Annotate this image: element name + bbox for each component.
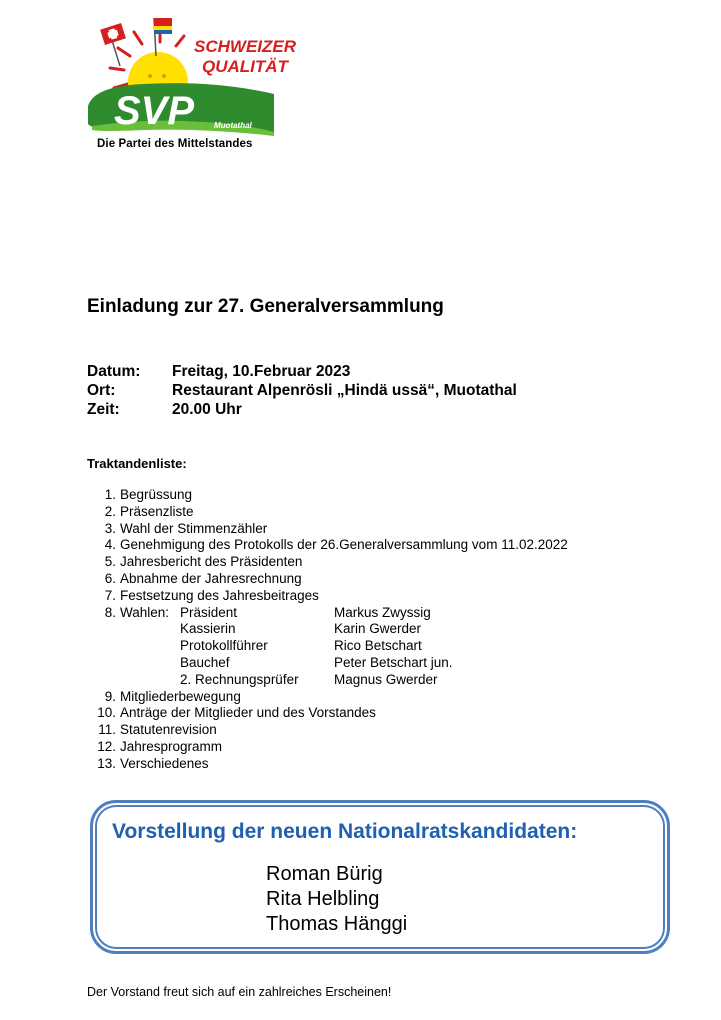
candidates-list [266, 862, 407, 937]
elections-row [87, 672, 568, 689]
agenda-text: Statutenrevision [120, 722, 217, 738]
agenda-text: Jahresbericht des Präsidenten [120, 554, 303, 570]
election-name: Markus Zwyssig [334, 604, 431, 620]
page-title: Einladung zur 27. Generalversammlung [87, 296, 444, 317]
election-role: Präsident [180, 604, 238, 620]
agenda-number: 9. [104, 688, 116, 704]
elections-row [87, 621, 568, 638]
agenda-number: 10. [97, 705, 116, 721]
candidates-heading: Vorstellung der neuen Nationalratskandidaten: [112, 820, 578, 843]
location-label: Ort: [87, 382, 116, 399]
agenda-text: Abnahme der Jahresrechnung [120, 570, 302, 586]
agenda-item [87, 554, 568, 571]
agenda-item [87, 705, 568, 722]
slogan-line1: SCHWEIZER [194, 37, 296, 56]
agenda-item [87, 504, 568, 521]
time-row [87, 400, 517, 419]
agenda-number: 6. [104, 570, 116, 586]
agenda-item [87, 487, 568, 504]
candidate-name: Rita Helbling [266, 888, 380, 910]
agenda-item [87, 689, 568, 706]
election-role: Kassierin [180, 621, 236, 637]
location-value: Restaurant Alpenrösli „Hindä ussä“, Muotathal [172, 382, 517, 399]
agenda-text: Mitgliederbewegung [120, 688, 241, 704]
agenda-text: Festsetzung des Jahresbeitrages [120, 587, 319, 603]
election-name: Rico Betschart [334, 638, 422, 654]
closing-note: Der Vorstand freut sich auf ein zahlreiches Erscheinen! [87, 985, 392, 999]
agenda-text: Verschiedenes [120, 755, 209, 771]
date-row [87, 362, 517, 381]
elections-label: Wahlen: [120, 604, 170, 620]
elections-row [87, 605, 568, 622]
election-role: Protokollführer [180, 638, 268, 654]
agenda-item [87, 537, 568, 554]
slogan-line2: QUALITÄT [202, 57, 288, 76]
location-row [87, 381, 517, 400]
svp-wordmark: SVP [114, 89, 195, 133]
election-role: 2. Rechnungsprüfer [180, 671, 299, 687]
agenda-number: 13. [97, 755, 116, 771]
candidate-name: Thomas Hänggi [266, 913, 408, 935]
svp-logo [84, 14, 296, 156]
agenda-number: 4. [104, 537, 116, 553]
election-name: Karin Gwerder [334, 621, 422, 637]
agenda-item [87, 571, 568, 588]
agenda-text: Jahresprogramm [120, 738, 223, 754]
elections-row [87, 655, 568, 672]
agenda-number: 1. [104, 487, 116, 502]
agenda-item [87, 722, 568, 739]
agenda-item [87, 756, 568, 773]
agenda-number: 5. [104, 554, 116, 570]
candidate-name: Roman Bürig [266, 863, 383, 885]
agenda-text: Genehmigung des Protokolls der 26.Generalversammlung vom 11.02.2022 [120, 537, 568, 553]
time-value: 20.00 Uhr [172, 401, 242, 418]
agenda-text: Anträge der Mitglieder und des Vorstandes [120, 705, 376, 721]
agenda-text: Wahl der Stimmenzähler [120, 520, 268, 536]
elections-row [87, 638, 568, 655]
agenda-item [87, 739, 568, 756]
date-value: Freitag, 10.Februar 2023 [172, 363, 351, 380]
agenda-heading: Traktandenliste: [87, 456, 187, 471]
svp-logo-graphic [84, 14, 296, 139]
canton-flag-icon [154, 18, 172, 56]
election-role: Bauchef [180, 654, 230, 670]
event-details [87, 362, 517, 419]
agenda-number: 12. [97, 738, 116, 754]
election-name: Magnus Gwerder [334, 671, 438, 687]
section-name: Muotathal [214, 121, 252, 130]
agenda-item [87, 588, 568, 605]
agenda-number: 3. [104, 520, 116, 536]
agenda-item [87, 521, 568, 538]
agenda-text: Präsenzliste [120, 503, 194, 519]
agenda-number: 2. [104, 503, 116, 519]
agenda-number: 7. [104, 587, 116, 603]
time-label: Zeit: [87, 401, 120, 418]
election-name: Peter Betschart jun. [334, 654, 453, 670]
party-tagline: Die Partei des Mittelstandes [97, 138, 253, 150]
agenda-list [87, 487, 568, 773]
swiss-flag-icon [100, 23, 126, 66]
agenda-number: 11. [98, 722, 116, 738]
agenda-number: 8. [104, 604, 116, 620]
date-label: Datum: [87, 363, 141, 380]
agenda-text: Begrüssung [120, 487, 193, 502]
